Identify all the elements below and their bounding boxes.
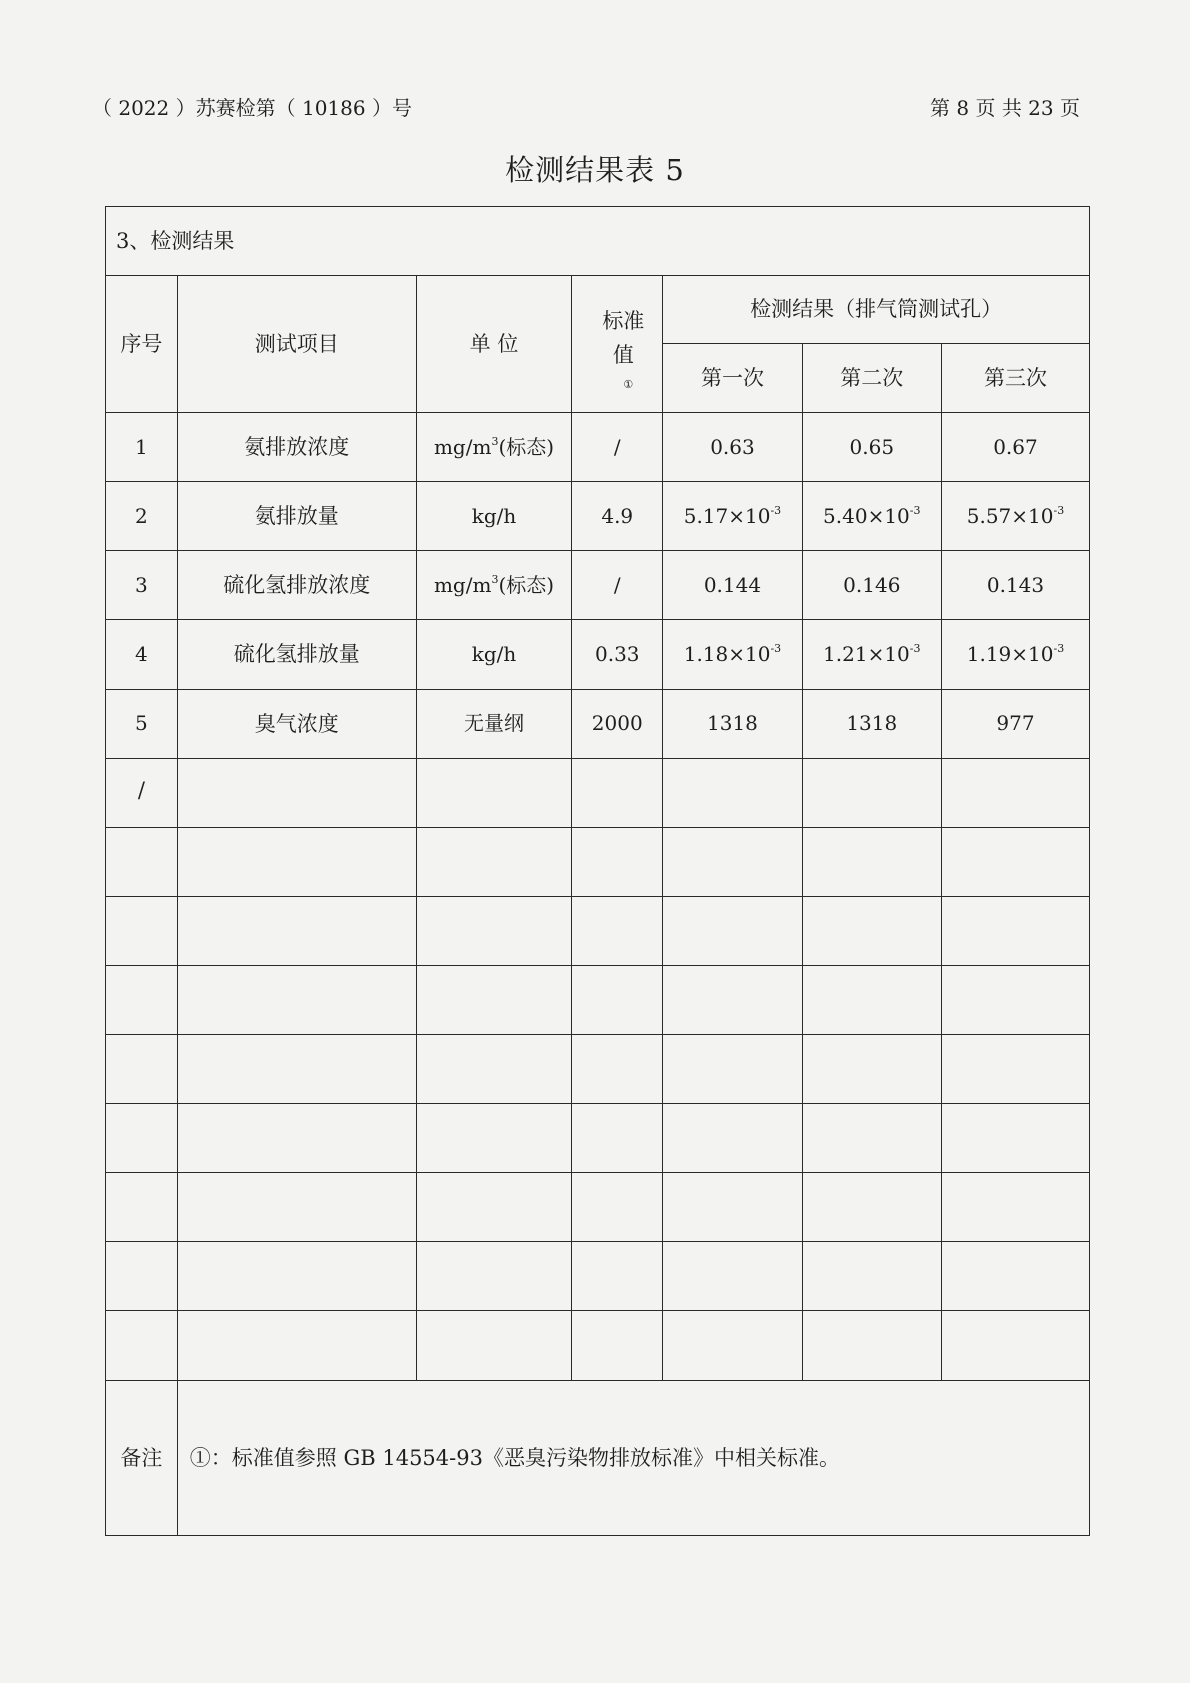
row-result-third: 0.67 — [941, 413, 1089, 482]
table-row — [106, 689, 1090, 758]
page-info: 第 8 页 共 23 页 — [930, 96, 1080, 120]
row-result-third: $1.19\times 10^{-3}$ — [941, 620, 1089, 689]
row-unit: $mg/m^3$(标态) — [416, 413, 571, 482]
row-result-first: 0.144 — [663, 551, 802, 620]
slash-cell: / — [106, 758, 178, 827]
data-rows — [106, 413, 1090, 758]
table-row — [106, 482, 1090, 551]
results-table — [105, 206, 1090, 1536]
header-row-1 — [106, 276, 1090, 344]
empty-row — [106, 1311, 1090, 1380]
row-item: 硫化氢排放浓度 — [177, 551, 416, 620]
row-result-second: $1.21\times 10^{-3}$ — [802, 620, 941, 689]
standard-footnote-mark: ① — [623, 377, 634, 391]
row-result-third: $5.57\times 10^{-3}$ — [941, 482, 1089, 551]
col-header-second: 第二次 — [802, 344, 941, 413]
note-text: ①：标准值参照 GB 14554-93《恶臭污染物排放标准》中相关标准。 — [177, 1380, 1089, 1535]
row-unit: $mg/m^3$(标态) — [416, 551, 571, 620]
empty-row — [106, 1035, 1090, 1104]
row-result-second: 0.65 — [802, 413, 941, 482]
row-seq: 2 — [106, 482, 178, 551]
standard-label: 标准值 — [602, 308, 645, 367]
section-row — [106, 207, 1090, 276]
row-item: 氨排放量 — [177, 482, 416, 551]
row-seq: 4 — [106, 620, 178, 689]
row-result-first: 0.63 — [663, 413, 802, 482]
row-result-second: 1318 — [802, 689, 941, 758]
row-standard: 4.9 — [572, 482, 663, 551]
table-row — [106, 620, 1090, 689]
row-result-second: 0.146 — [802, 551, 941, 620]
row-result-first: 1318 — [663, 689, 802, 758]
col-header-standard — [572, 276, 663, 413]
row-item: 硫化氢排放量 — [177, 620, 416, 689]
col-header-unit: 单 位 — [416, 276, 571, 413]
row-seq: 3 — [106, 551, 178, 620]
row-result-third: 0.143 — [941, 551, 1089, 620]
empty-row — [106, 1104, 1090, 1173]
note-label: 备注 — [106, 1380, 178, 1535]
empty-row — [106, 1242, 1090, 1311]
empty-row — [106, 827, 1090, 896]
page-title: 检测结果表 5 — [505, 153, 685, 187]
row-item: 氨排放浓度 — [177, 413, 416, 482]
note-row — [106, 1380, 1090, 1535]
col-header-result-group: 检测结果（排气筒测试孔） — [663, 276, 1090, 344]
slash-row — [106, 758, 1090, 827]
empty-row — [106, 896, 1090, 965]
row-standard: / — [572, 551, 663, 620]
row-unit: kg/h — [416, 620, 571, 689]
row-result-first: $1.18\times 10^{-3}$ — [663, 620, 802, 689]
col-header-first: 第一次 — [663, 344, 802, 413]
col-header-seq: 序号 — [106, 276, 178, 413]
row-unit: kg/h — [416, 482, 571, 551]
table-row — [106, 551, 1090, 620]
report-number: （ 2022 ）苏赛检第（ 10186 ）号 — [92, 96, 412, 120]
col-header-third: 第三次 — [941, 344, 1089, 413]
row-seq: 5 — [106, 689, 178, 758]
row-standard: / — [572, 413, 663, 482]
section-label: 3、检测结果 — [106, 207, 1090, 276]
empty-row — [106, 965, 1090, 1034]
row-item: 臭气浓度 — [177, 689, 416, 758]
row-seq: 1 — [106, 413, 178, 482]
row-result-third: 977 — [941, 689, 1089, 758]
row-standard: 0.33 — [572, 620, 663, 689]
empty-row — [106, 1173, 1090, 1242]
row-unit: 无量纲 — [416, 689, 571, 758]
row-standard: 2000 — [572, 689, 663, 758]
col-header-item: 测试项目 — [177, 276, 416, 413]
row-result-first: $5.17\times 10^{-3}$ — [663, 482, 802, 551]
row-result-second: $5.40\times 10^{-3}$ — [802, 482, 941, 551]
table-row — [106, 413, 1090, 482]
